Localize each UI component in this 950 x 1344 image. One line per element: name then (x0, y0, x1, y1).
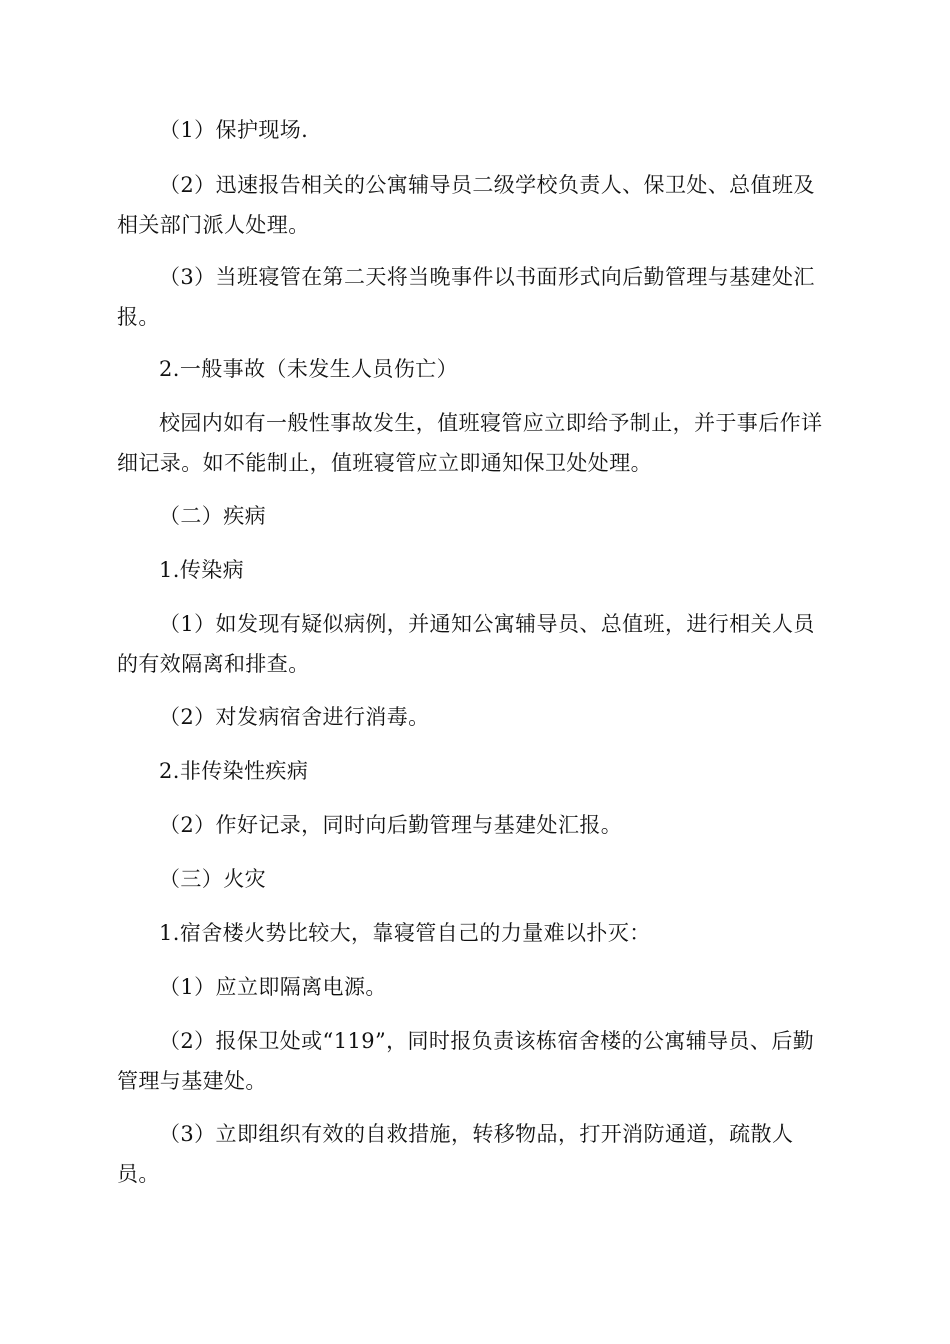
paragraph-self-rescue: （3）立即组织有效的自救措施，转移物品，打开消防通道，疏散人员。 (117, 1122, 794, 1186)
paragraph-disinfect: （2）对发病宿舍进行消毒。 (159, 705, 430, 729)
paragraph-record-report: （2）作好记录，同时向后勤管理与基建处汇报。 (159, 813, 623, 837)
paragraph-protect-scene: （1）保护现场. (159, 118, 309, 142)
paragraph-suspected-case: （1）如发现有疑似病例，并通知公寓辅导员、总值班，进行相关人员的有效隔离和排查。 (117, 612, 815, 676)
paragraph-general-accident: 校园内如有一般性事故发生，值班寝管应立即给予制止，并于事后作详细记录。如不能制止，值班寝管应立即通知保卫处处理。 (117, 411, 823, 475)
heading-general-accident: 2.一般事故（未发生人员伤亡） (159, 357, 459, 381)
paragraph-isolate-power: （1）应立即隔离电源。 (159, 975, 387, 999)
paragraph-written-report: （3）当班寝管在第二天将当晚事件以书面形式向后勤管理与基建处汇报。 (117, 265, 815, 329)
paragraph-report-departments: （2）迅速报告相关的公寓辅导员二级学校负责人、保卫处、总值班及相关部门派人处理。 (117, 173, 815, 237)
section-heading-fire: （三）火灾 (159, 867, 266, 891)
heading-infectious-disease: 1.传染病 (159, 558, 245, 582)
heading-non-infectious-disease: 2.非传染性疾病 (159, 759, 309, 783)
heading-large-fire: 1.宿舍楼火势比较大，靠寝管自己的力量难以扑灭： (159, 921, 651, 945)
paragraph-call-119: （2）报保卫处或“119”，同时报负责该栋宿舍楼的公寓辅导员、后勤管理与基建处。 (117, 1029, 815, 1093)
section-heading-disease: （二）疾病 (159, 504, 266, 528)
